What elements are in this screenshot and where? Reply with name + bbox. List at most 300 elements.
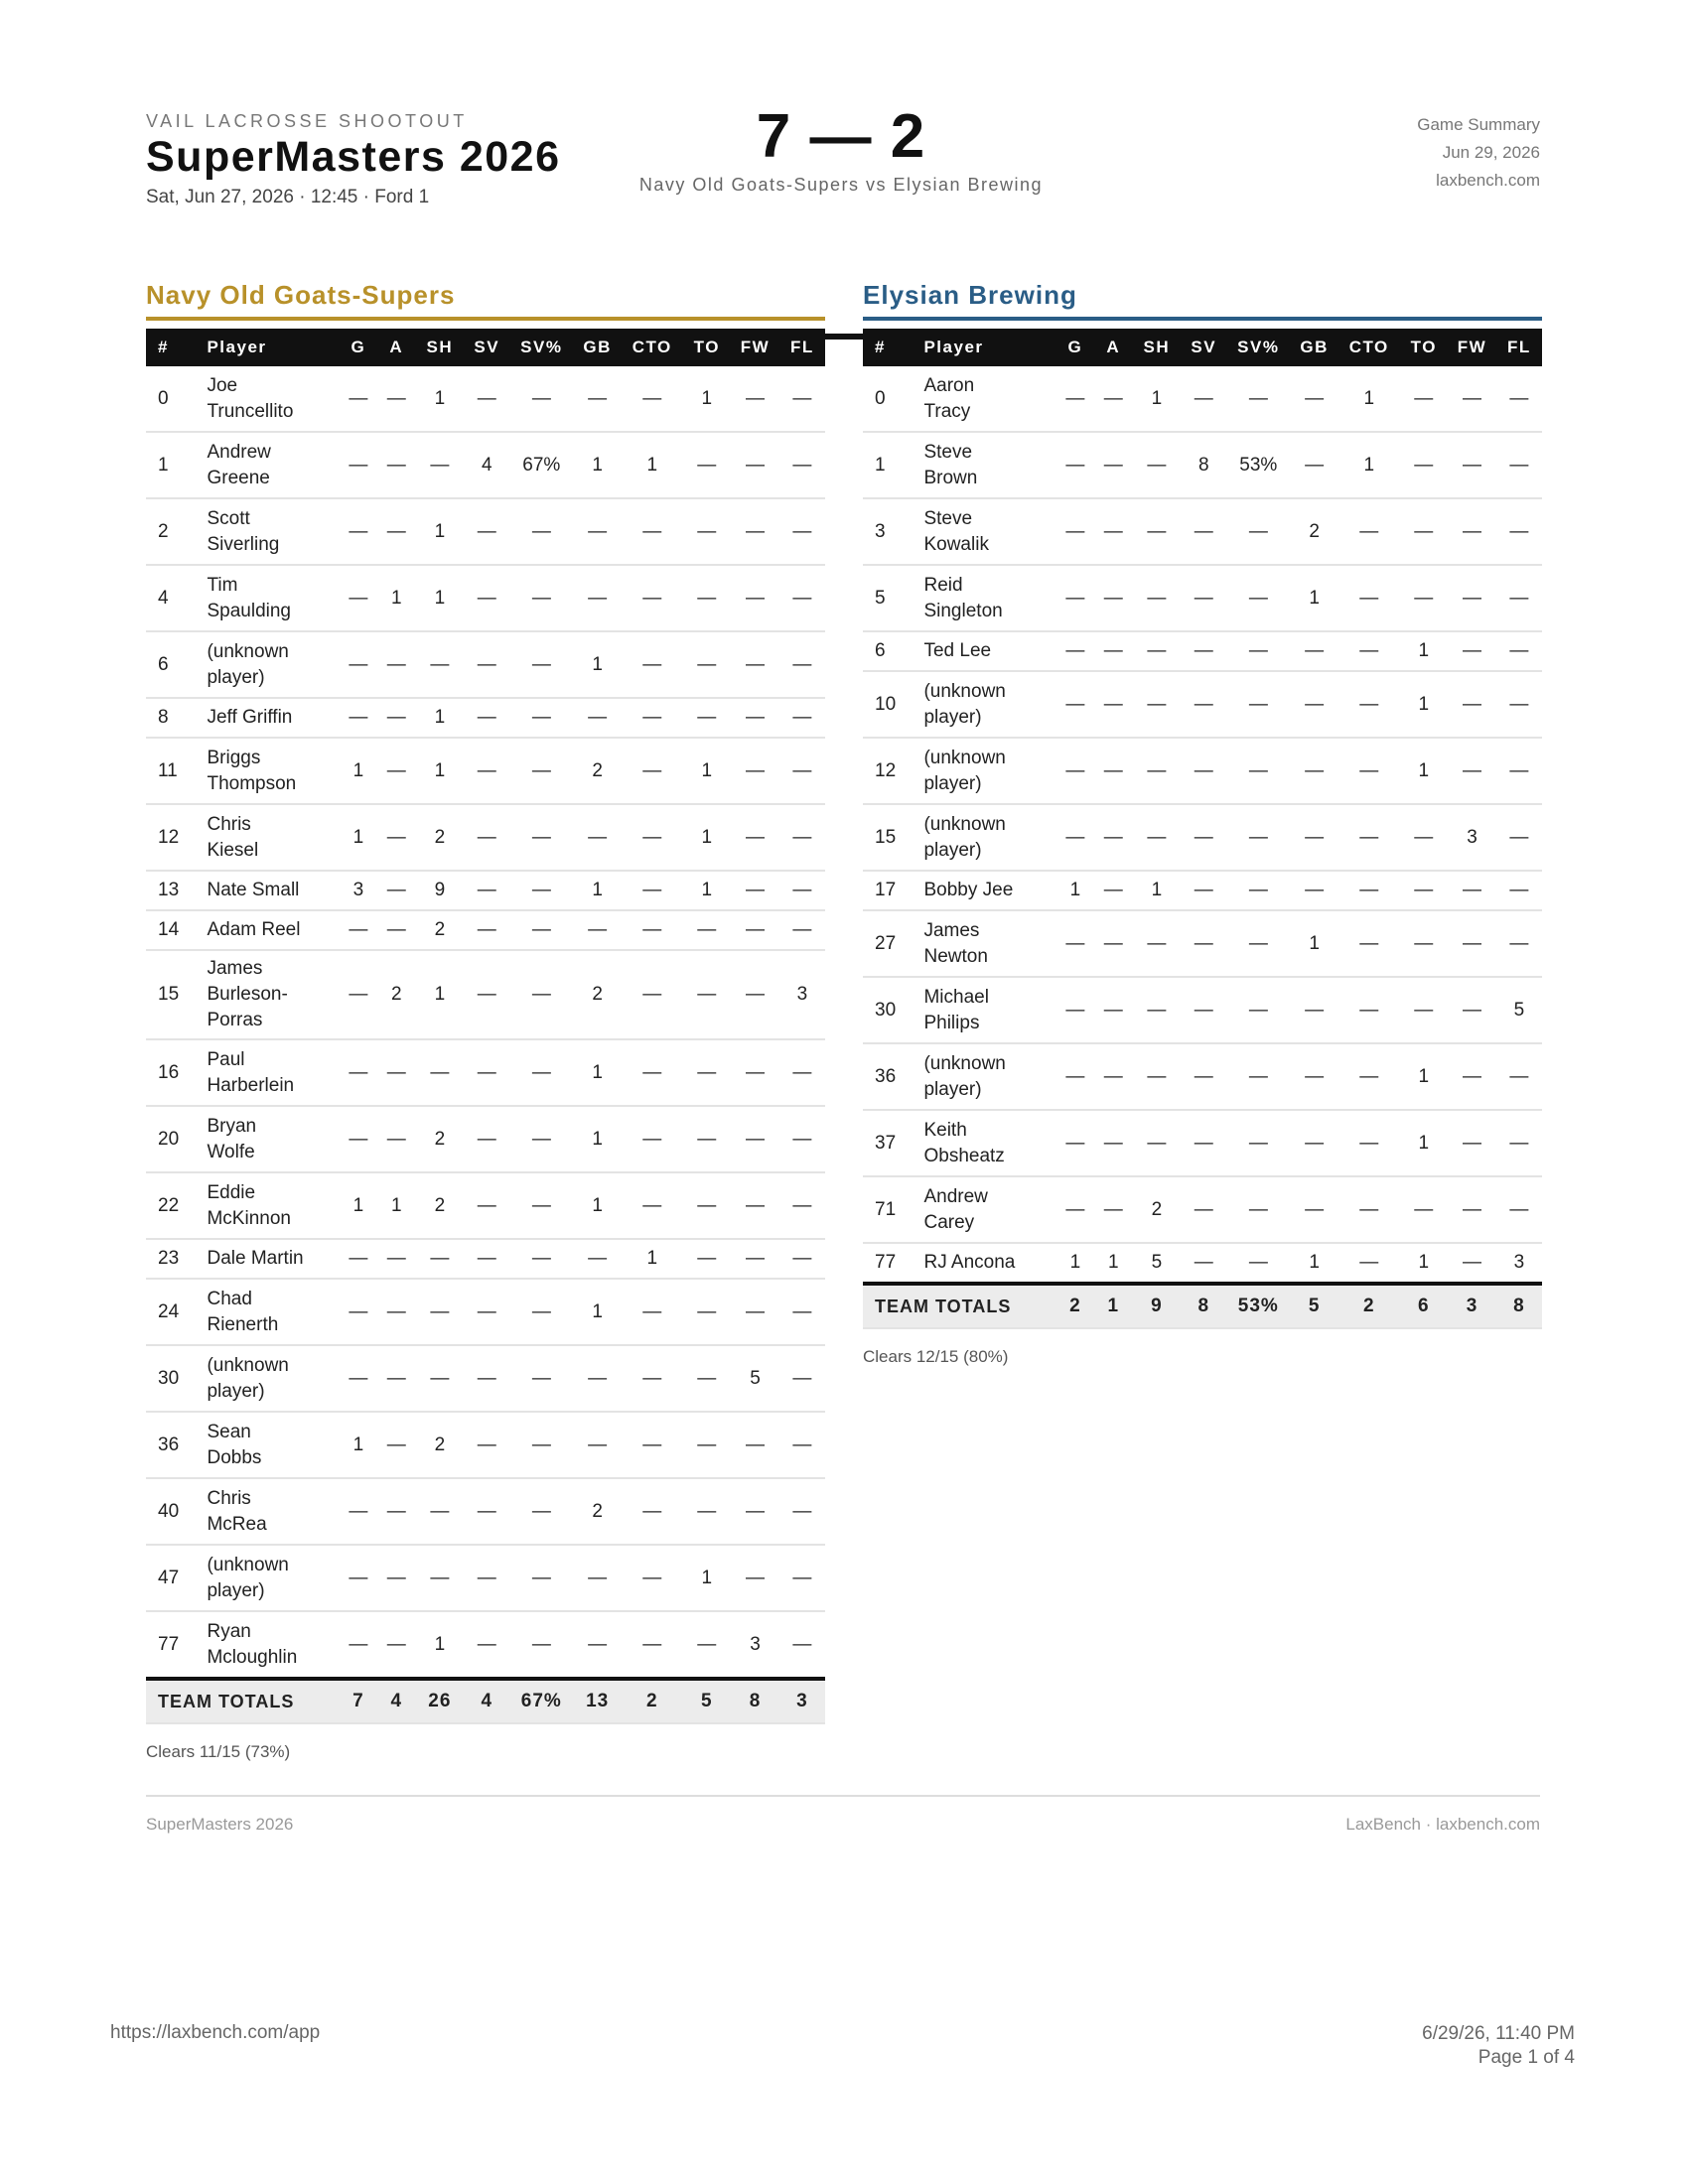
- cell-shots: 1: [416, 698, 465, 738]
- total-shots: 26: [416, 1679, 465, 1723]
- team-underline: [146, 317, 825, 321]
- cell-caused-turnovers: 1: [1338, 432, 1399, 498]
- cell-shots: 1: [416, 1611, 465, 1679]
- cell-assists: —: [1094, 498, 1132, 565]
- cell-player: Nate Small: [207, 871, 339, 910]
- cell-number: 30: [863, 977, 923, 1043]
- cell-faceoff-losses: —: [779, 871, 825, 910]
- cell-faceoff-losses: —: [1496, 1110, 1542, 1176]
- cell-save-pct: —: [509, 1611, 573, 1679]
- cell-ground-balls: —: [1290, 738, 1338, 804]
- cell-save-pct: —: [1226, 671, 1290, 738]
- clears-stat: Clears 11/15 (73%): [146, 1742, 291, 1761]
- cell-player: Michael Philips: [923, 977, 1055, 1043]
- cell-ground-balls: —: [1290, 1110, 1338, 1176]
- cell-faceoff-wins: —: [1448, 432, 1496, 498]
- cell-ground-balls: 2: [573, 738, 622, 804]
- cell-ground-balls: —: [1290, 804, 1338, 871]
- cell-caused-turnovers: —: [1338, 1043, 1399, 1110]
- cell-shots: 1: [416, 565, 465, 631]
- column-header-turnovers: TO: [682, 329, 731, 366]
- cell-saves: —: [464, 1172, 509, 1239]
- cell-faceoff-wins: —: [731, 1412, 779, 1478]
- cell-faceoff-wins: —: [731, 1172, 779, 1239]
- cell-turnovers: —: [682, 698, 731, 738]
- player-row: [146, 698, 825, 738]
- cell-goals: —: [340, 631, 377, 698]
- cell-number: 37: [863, 1110, 923, 1176]
- cell-saves: —: [1181, 631, 1226, 671]
- cell-saves: —: [1181, 871, 1226, 910]
- player-row: [146, 432, 825, 498]
- footer-brand: LaxBench · laxbench.com: [1345, 1815, 1540, 1834]
- cell-goals: 3: [340, 871, 377, 910]
- player-row: [863, 565, 1542, 631]
- cell-number: 5: [863, 565, 923, 631]
- cell-ground-balls: 1: [573, 871, 622, 910]
- cell-caused-turnovers: —: [622, 1611, 682, 1679]
- cell-ground-balls: —: [573, 1545, 622, 1611]
- column-header-faceoff-losses: FL: [779, 329, 825, 366]
- cell-saves: —: [464, 950, 509, 1039]
- cell-goals: 1: [340, 1172, 377, 1239]
- cell-faceoff-losses: —: [779, 498, 825, 565]
- footer-event: SuperMasters 2026: [146, 1815, 294, 1834]
- cell-shots: —: [1133, 1110, 1182, 1176]
- column-header-assists: A: [1094, 329, 1132, 366]
- cell-turnovers: 1: [1399, 1043, 1448, 1110]
- cell-save-pct: —: [509, 1412, 573, 1478]
- cell-faceoff-losses: 3: [779, 950, 825, 1039]
- total-goals: 2: [1056, 1284, 1094, 1328]
- cell-saves: —: [464, 1478, 509, 1545]
- cell-saves: —: [1181, 1110, 1226, 1176]
- cell-assists: —: [377, 1345, 415, 1412]
- cell-assists: 1: [377, 1172, 415, 1239]
- cell-turnovers: —: [682, 498, 731, 565]
- cell-player: Steve Kowalik: [923, 498, 1055, 565]
- cell-ground-balls: —: [1290, 631, 1338, 671]
- cell-caused-turnovers: —: [622, 1172, 682, 1239]
- column-header-assists: A: [377, 329, 415, 366]
- team-section-home: [146, 280, 825, 1762]
- cell-assists: —: [377, 910, 415, 950]
- cell-caused-turnovers: —: [1338, 804, 1399, 871]
- cell-shots: —: [1133, 738, 1182, 804]
- cell-ground-balls: —: [573, 1345, 622, 1412]
- cell-shots: 1: [416, 950, 465, 1039]
- meta-site: laxbench.com: [1436, 171, 1540, 190]
- cell-turnovers: —: [1399, 366, 1448, 432]
- cell-shots: —: [416, 1478, 465, 1545]
- cell-faceoff-wins: —: [1448, 631, 1496, 671]
- cell-goals: —: [340, 1345, 377, 1412]
- cell-save-pct: —: [509, 1478, 573, 1545]
- total-faceoff-wins: 3: [1448, 1284, 1496, 1328]
- cell-faceoff-losses: —: [1496, 804, 1542, 871]
- total-saves: 8: [1181, 1284, 1226, 1328]
- cell-faceoff-wins: —: [731, 1279, 779, 1345]
- cell-save-pct: —: [509, 366, 573, 432]
- cell-turnovers: —: [682, 1611, 731, 1679]
- cell-save-pct: —: [509, 1039, 573, 1106]
- player-row: [146, 631, 825, 698]
- cell-faceoff-losses: —: [779, 1239, 825, 1279]
- cell-caused-turnovers: —: [622, 631, 682, 698]
- cell-faceoff-losses: —: [779, 1279, 825, 1345]
- cell-player: Chris Kiesel: [207, 804, 339, 871]
- cell-faceoff-losses: —: [1496, 565, 1542, 631]
- cell-goals: —: [340, 565, 377, 631]
- cell-assists: 1: [1094, 1243, 1132, 1284]
- stats-table: [863, 329, 1542, 1329]
- page-footer: [146, 1795, 1540, 1834]
- table-header-row: [146, 329, 825, 366]
- team-totals-row: [863, 1284, 1542, 1328]
- cell-player: Keith Obsheatz: [923, 1110, 1055, 1176]
- cell-assists: 2: [377, 950, 415, 1039]
- cell-faceoff-wins: —: [1448, 977, 1496, 1043]
- cell-turnovers: —: [1399, 910, 1448, 977]
- cell-player: Dale Martin: [207, 1239, 339, 1279]
- cell-assists: —: [377, 1478, 415, 1545]
- cell-save-pct: —: [1226, 910, 1290, 977]
- cell-save-pct: —: [509, 498, 573, 565]
- cell-number: 3: [863, 498, 923, 565]
- cell-goals: —: [1056, 1043, 1094, 1110]
- total-save-pct: 53%: [1226, 1284, 1290, 1328]
- cell-ground-balls: —: [1290, 977, 1338, 1043]
- cell-save-pct: —: [1226, 498, 1290, 565]
- cell-assists: —: [1094, 1176, 1132, 1243]
- player-row: [146, 1106, 825, 1172]
- cell-faceoff-wins: —: [731, 871, 779, 910]
- cell-assists: —: [377, 498, 415, 565]
- meta-doc-type: Game Summary: [1417, 115, 1540, 134]
- cell-number: 16: [146, 1039, 207, 1106]
- cell-ground-balls: 2: [573, 950, 622, 1039]
- cell-turnovers: —: [1399, 871, 1448, 910]
- total-ground-balls: 5: [1290, 1284, 1338, 1328]
- column-header-player: Player: [923, 329, 1055, 366]
- cell-turnovers: 1: [682, 804, 731, 871]
- cell-caused-turnovers: —: [1338, 1176, 1399, 1243]
- cell-turnovers: —: [1399, 498, 1448, 565]
- cell-saves: —: [464, 631, 509, 698]
- cell-shots: —: [416, 1545, 465, 1611]
- cell-goals: —: [340, 1106, 377, 1172]
- team-section-away: [863, 280, 1542, 1367]
- cell-turnovers: 1: [682, 1545, 731, 1611]
- cell-ground-balls: —: [573, 498, 622, 565]
- cell-caused-turnovers: —: [622, 698, 682, 738]
- cell-save-pct: —: [1226, 1243, 1290, 1284]
- cell-faceoff-wins: —: [1448, 565, 1496, 631]
- cell-faceoff-wins: —: [1448, 871, 1496, 910]
- cell-ground-balls: —: [1290, 871, 1338, 910]
- cell-saves: —: [464, 1611, 509, 1679]
- total-faceoff-wins: 8: [731, 1679, 779, 1723]
- cell-turnovers: —: [682, 1039, 731, 1106]
- cell-goals: —: [1056, 977, 1094, 1043]
- cell-number: 77: [863, 1243, 923, 1284]
- cell-faceoff-wins: —: [1448, 671, 1496, 738]
- cell-faceoff-losses: —: [779, 631, 825, 698]
- total-saves: 4: [464, 1679, 509, 1723]
- cell-turnovers: —: [682, 432, 731, 498]
- cell-ground-balls: 1: [1290, 910, 1338, 977]
- cell-faceoff-losses: —: [779, 1412, 825, 1478]
- cell-saves: —: [1181, 804, 1226, 871]
- cell-player: (unknown player): [923, 671, 1055, 738]
- cell-save-pct: —: [1226, 977, 1290, 1043]
- column-header-ground-balls: GB: [573, 329, 622, 366]
- cell-save-pct: —: [509, 1279, 573, 1345]
- cell-caused-turnovers: —: [1338, 738, 1399, 804]
- cell-player: Scott Siverling: [207, 498, 339, 565]
- cell-caused-turnovers: —: [1338, 671, 1399, 738]
- total-caused-turnovers: 2: [1338, 1284, 1399, 1328]
- cell-goals: —: [340, 950, 377, 1039]
- cell-faceoff-wins: —: [731, 498, 779, 565]
- cell-faceoff-losses: —: [1496, 671, 1542, 738]
- table-header-row: [863, 329, 1542, 366]
- cell-turnovers: —: [1399, 1176, 1448, 1243]
- print-page-number: Page 1 of 4: [1477, 2047, 1575, 2068]
- cell-faceoff-wins: —: [731, 1039, 779, 1106]
- cell-player: Andrew Carey: [923, 1176, 1055, 1243]
- cell-faceoff-wins: —: [731, 631, 779, 698]
- cell-faceoff-wins: —: [731, 910, 779, 950]
- player-row: [863, 671, 1542, 738]
- player-row: [863, 498, 1542, 565]
- player-row: [146, 804, 825, 871]
- cell-shots: —: [1133, 432, 1182, 498]
- cell-saves: —: [464, 1412, 509, 1478]
- tournament-kicker: VAIL LACROSSE SHOOTOUT: [146, 111, 468, 131]
- cell-turnovers: —: [682, 1239, 731, 1279]
- cell-ground-balls: 1: [573, 1279, 622, 1345]
- cell-assists: —: [1094, 1043, 1132, 1110]
- cell-number: 36: [863, 1043, 923, 1110]
- matchup: Navy Old Goats-Supers vs Elysian Brewing: [638, 175, 1044, 195]
- cell-ground-balls: 1: [573, 1039, 622, 1106]
- cell-shots: —: [416, 1039, 465, 1106]
- player-row: [863, 804, 1542, 871]
- cell-save-pct: —: [1226, 1043, 1290, 1110]
- cell-goals: —: [1056, 738, 1094, 804]
- cell-saves: —: [464, 1239, 509, 1279]
- cell-caused-turnovers: 1: [622, 432, 682, 498]
- cell-saves: —: [464, 1345, 509, 1412]
- cell-player: (unknown player): [207, 1545, 339, 1611]
- cell-saves: —: [464, 1039, 509, 1106]
- cell-assists: —: [1094, 977, 1132, 1043]
- cell-caused-turnovers: —: [622, 1345, 682, 1412]
- cell-turnovers: —: [682, 1172, 731, 1239]
- cell-save-pct: —: [1226, 565, 1290, 631]
- cell-player: James Newton: [923, 910, 1055, 977]
- cell-player: (unknown player): [923, 1043, 1055, 1110]
- column-header-saves: SV: [1181, 329, 1226, 366]
- cell-faceoff-wins: —: [731, 432, 779, 498]
- cell-saves: 8: [1181, 432, 1226, 498]
- player-row: [146, 738, 825, 804]
- cell-turnovers: —: [682, 950, 731, 1039]
- cell-caused-turnovers: —: [622, 871, 682, 910]
- column-header-number: #: [863, 329, 923, 366]
- print-stamp: [1422, 2022, 1575, 2070]
- cell-save-pct: —: [509, 804, 573, 871]
- cell-faceoff-wins: —: [731, 950, 779, 1039]
- final-score: 7 — 2: [756, 102, 926, 171]
- cell-goals: 1: [340, 804, 377, 871]
- cell-number: 23: [146, 1239, 207, 1279]
- cell-turnovers: —: [682, 565, 731, 631]
- cell-goals: —: [340, 432, 377, 498]
- cell-shots: —: [416, 1239, 465, 1279]
- player-row: [146, 1478, 825, 1545]
- column-header-shots: SH: [1133, 329, 1182, 366]
- cell-shots: 1: [416, 498, 465, 565]
- cell-ground-balls: 2: [1290, 498, 1338, 565]
- cell-number: 36: [146, 1412, 207, 1478]
- cell-goals: —: [340, 366, 377, 432]
- player-row: [863, 1043, 1542, 1110]
- total-assists: 1: [1094, 1284, 1132, 1328]
- cell-goals: —: [1056, 1110, 1094, 1176]
- player-row: [146, 950, 825, 1039]
- cell-assists: —: [377, 1039, 415, 1106]
- cell-shots: —: [1133, 565, 1182, 631]
- cell-assists: —: [1094, 871, 1132, 910]
- player-row: [863, 631, 1542, 671]
- cell-faceoff-wins: —: [731, 1106, 779, 1172]
- cell-goals: —: [1056, 1176, 1094, 1243]
- cell-save-pct: —: [1226, 1176, 1290, 1243]
- cell-shots: 1: [416, 738, 465, 804]
- total-goals: 7: [340, 1679, 377, 1723]
- player-row: [863, 977, 1542, 1043]
- cell-shots: —: [1133, 804, 1182, 871]
- cell-player: RJ Ancona: [923, 1243, 1055, 1284]
- team-totals-label: TEAM TOTALS: [146, 1679, 340, 1723]
- cell-faceoff-losses: —: [779, 1478, 825, 1545]
- player-row: [146, 1039, 825, 1106]
- cell-player: Bryan Wolfe: [207, 1106, 339, 1172]
- column-header-faceoff-wins: FW: [1448, 329, 1496, 366]
- cell-faceoff-wins: 3: [731, 1611, 779, 1679]
- page-title: SuperMasters 2026: [146, 133, 561, 181]
- cell-number: 10: [863, 671, 923, 738]
- cell-shots: —: [1133, 977, 1182, 1043]
- player-row: [863, 1110, 1542, 1176]
- cell-ground-balls: —: [573, 565, 622, 631]
- cell-assists: 1: [377, 565, 415, 631]
- cell-turnovers: 1: [682, 738, 731, 804]
- cell-number: 14: [146, 910, 207, 950]
- cell-ground-balls: —: [1290, 1043, 1338, 1110]
- player-row: [146, 1239, 825, 1279]
- cell-shots: —: [416, 432, 465, 498]
- cell-saves: 4: [464, 432, 509, 498]
- cell-faceoff-wins: —: [731, 698, 779, 738]
- cell-goals: —: [340, 910, 377, 950]
- cell-player: Sean Dobbs: [207, 1412, 339, 1478]
- team-underline: [863, 317, 1542, 321]
- cell-ground-balls: 1: [573, 1172, 622, 1239]
- cell-player: Reid Singleton: [923, 565, 1055, 631]
- cell-player: Ted Lee: [923, 631, 1055, 671]
- cell-player: Steve Brown: [923, 432, 1055, 498]
- cell-faceoff-losses: —: [1496, 366, 1542, 432]
- cell-assists: —: [377, 1279, 415, 1345]
- cell-caused-turnovers: —: [622, 1279, 682, 1345]
- cell-caused-turnovers: —: [622, 366, 682, 432]
- cell-assists: —: [1094, 366, 1132, 432]
- cell-saves: —: [1181, 565, 1226, 631]
- cell-save-pct: 53%: [1226, 432, 1290, 498]
- cell-saves: —: [1181, 977, 1226, 1043]
- cell-number: 47: [146, 1545, 207, 1611]
- cell-save-pct: —: [509, 565, 573, 631]
- cell-saves: —: [1181, 738, 1226, 804]
- cell-save-pct: —: [509, 950, 573, 1039]
- column-header-player: Player: [207, 329, 339, 366]
- cell-number: 77: [146, 1611, 207, 1679]
- cell-number: 40: [146, 1478, 207, 1545]
- cell-turnovers: 1: [1399, 1110, 1448, 1176]
- cell-faceoff-losses: —: [779, 698, 825, 738]
- cell-caused-turnovers: —: [1338, 910, 1399, 977]
- cell-shots: —: [1133, 1043, 1182, 1110]
- cell-save-pct: —: [509, 631, 573, 698]
- cell-goals: —: [340, 498, 377, 565]
- cell-player: Jeff Griffin: [207, 698, 339, 738]
- cell-number: 12: [863, 738, 923, 804]
- cell-goals: 1: [1056, 871, 1094, 910]
- cell-caused-turnovers: —: [622, 565, 682, 631]
- cell-goals: —: [340, 1478, 377, 1545]
- cell-assists: —: [1094, 738, 1132, 804]
- cell-turnovers: 1: [682, 366, 731, 432]
- cell-save-pct: —: [509, 871, 573, 910]
- cell-save-pct: —: [1226, 1110, 1290, 1176]
- cell-ground-balls: 1: [573, 631, 622, 698]
- player-row: [863, 1176, 1542, 1243]
- cell-saves: —: [464, 498, 509, 565]
- cell-player: (unknown player): [923, 804, 1055, 871]
- total-faceoff-losses: 8: [1496, 1284, 1542, 1328]
- team-name: Elysian Brewing: [863, 280, 1077, 310]
- player-row: [863, 1243, 1542, 1284]
- cell-number: 1: [863, 432, 923, 498]
- cell-shots: —: [1133, 498, 1182, 565]
- cell-turnovers: 1: [682, 871, 731, 910]
- cell-player: Ryan Mcloughlin: [207, 1611, 339, 1679]
- cell-assists: —: [1094, 1110, 1132, 1176]
- column-header-ground-balls: GB: [1290, 329, 1338, 366]
- cell-save-pct: —: [509, 698, 573, 738]
- cell-assists: —: [377, 804, 415, 871]
- cell-faceoff-wins: —: [1448, 498, 1496, 565]
- cell-player: Bobby Jee: [923, 871, 1055, 910]
- cell-number: 13: [146, 871, 207, 910]
- player-row: [146, 871, 825, 910]
- cell-faceoff-wins: —: [731, 804, 779, 871]
- cell-turnovers: —: [1399, 977, 1448, 1043]
- cell-save-pct: —: [509, 1172, 573, 1239]
